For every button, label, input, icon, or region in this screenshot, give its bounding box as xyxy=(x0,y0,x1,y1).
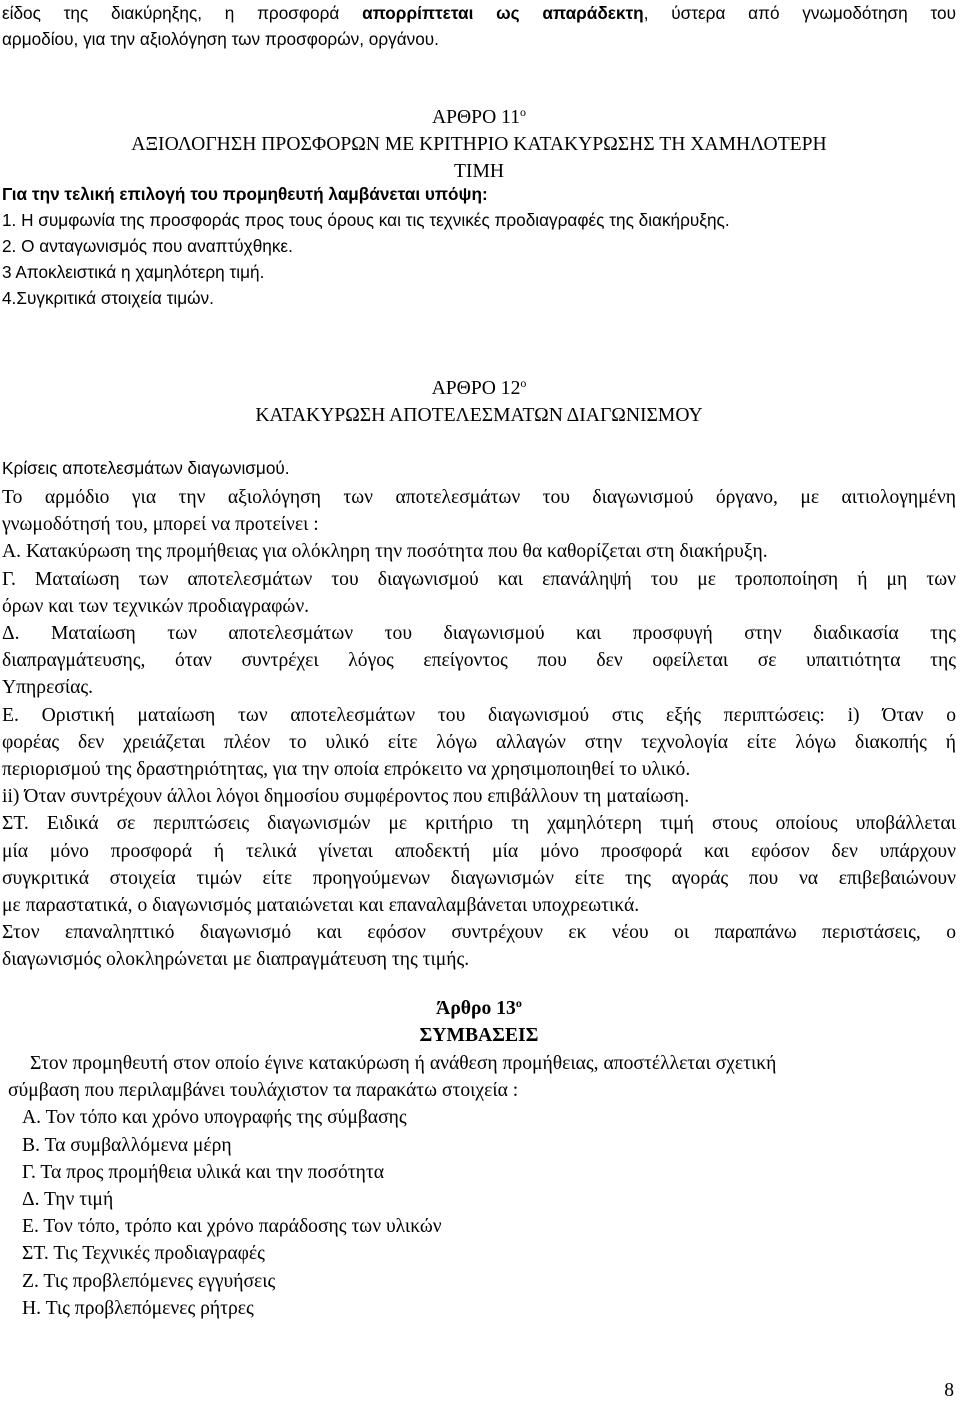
criterion-item: 1. Η συμφωνία της προσφοράς προς τους όρους και τις τεχνικές προδιαγραφές της διακήρυξης. xyxy=(2,210,730,230)
article-13-header xyxy=(2,995,956,1049)
paragraph-line: όρων και των τεχνικών προδιαγραφών. xyxy=(2,595,310,617)
paragraph-line: Στον επαναληπτικό διαγωνισμό και εφόσον συντρέχουν εκ νέου οι παραπάνω περιστάσεις, ο xyxy=(2,922,956,944)
paragraph-line: Στον προμηθευτή στον οποίο έγινε κατακύρωση ή ανάθεση προμήθειας, αποστέλλεται σχετική xyxy=(30,1053,777,1074)
article-11-title-line-2: ΤΙΜΗ xyxy=(453,161,505,183)
article-12-subtitle-block xyxy=(2,455,956,481)
paragraph-line: ΣΤ. Ειδικά σε περιπτώσεις διαγωνισμών με κριτήριο τη χαμηλότερη τιμή στους οποίους υποβάλλεται xyxy=(2,813,956,835)
article-11-heading: ΑΡΘΡΟ $11^o$ xyxy=(431,105,526,128)
contract-item: Ζ. Τις προβλεπόμενες εγγυήσεις xyxy=(22,1270,276,1292)
article-12-body xyxy=(2,484,956,974)
paragraph-line: φορέας δεν χρειάζεται πλέον το υλικό είτε λόγω αλλαγών στην τεχνολογία είτε λόγω διακοπής ή xyxy=(2,731,956,753)
article-11-intro: Για την τελική επιλογή του προμηθευτή λαμβάνεται υπόψη: xyxy=(2,184,488,204)
page-number: 8 xyxy=(944,1380,954,1401)
contract-item: Δ. Την τιμή xyxy=(22,1189,114,1211)
intro-line-2: αρμοδίου, για την αξιολόγηση των προσφορών, οργάνου. xyxy=(2,29,439,49)
paragraph-line: σύμβαση που περιλαμβάνει τουλάχιστον τα παρακάτω στοιχεία : xyxy=(8,1080,519,1102)
intro-line-1: είδος της διακύρηξης, η προσφορά απορρίπτεται ως απαράδεκτη, ύστερα από γνωμοδότηση του xyxy=(2,3,956,23)
contract-item: Β. Τα συμβαλλόμενα μέρη xyxy=(22,1134,232,1156)
article-11-header xyxy=(2,104,956,186)
paragraph-line: διαγωνισμός ολοκληρώνεται με διαπραγμάτευση της τιμής. xyxy=(2,949,470,971)
contract-item: Ε. Τον τόπο, τρόπο και χρόνο παράδοσης των υλικών xyxy=(22,1216,442,1238)
paragraph-line: Α. Κατακύρωση της προμήθειας για ολόκληρη την ποσότητα που θα καθορίζεται στη διακήρυξη. xyxy=(2,541,768,563)
criterion-item: 3 Αποκλειστικά η χαμηλότερη τιμή. xyxy=(2,262,265,282)
paragraph-line: Υπηρεσίας. xyxy=(2,677,94,699)
article-12-heading: ΑΡΘΡΟ $12^o$ xyxy=(431,376,527,399)
criterion-item: 4.Συγκριτικά στοιχεία τιμών. xyxy=(2,288,214,308)
paragraph-line: περιορισμού της δραστηριότητας, για την οποία επρόκειτο να χρησιμοποιηθεί το υλικό. xyxy=(2,759,691,781)
paragraph-line: ii) Όταν συντρέχουν άλλοι λόγοι δημοσίου συμφέροντος που επιβάλλουν τη ματαίωση. xyxy=(2,786,690,808)
paragraph-line: Δ. Ματαίωση των αποτελεσμάτων του διαγωνισμού και προσφυγή στην διαδικασία της xyxy=(2,623,956,645)
paragraph-line: Γ. Ματαίωση των αποτελεσμάτων του διαγωνισμού και επανάληψή του με τροποποίηση ή μη των xyxy=(2,568,956,590)
article-13-heading: Άρθρο $13^o$ xyxy=(436,996,522,1019)
contract-item: Η. Τις προβλεπόμενες ρήτρες xyxy=(22,1297,254,1319)
paragraph-line: Το αρμόδιο για την αξιολόγηση των αποτελεσμάτων του διαγωνισμού όργανο, με αιτιολογημένη xyxy=(2,487,956,508)
criterion-item: 2. Ο ανταγωνισμός που αναπτύχθηκε. xyxy=(2,236,293,256)
intro-paragraph xyxy=(2,0,956,52)
paragraph-line: γνωμοδότησή του, μπορεί να προτείνει : xyxy=(2,514,319,536)
article-13-body xyxy=(8,1050,956,1322)
contract-item: Γ. Τα προς προμήθεια υλικά και την ποσότητα xyxy=(22,1161,385,1183)
rejection-bold-text: απορρίπτεται ως απαράδεκτη xyxy=(362,3,644,23)
article-12-header xyxy=(2,375,956,429)
article-12-subtitle: Κρίσεις αποτελεσμάτων διαγωνισμού. xyxy=(2,458,290,478)
article-13-title: ΣΥΜΒΑΣΕΙΣ xyxy=(419,1025,539,1047)
article-12-title: ΚΑΤΑΚΥΡΩΣΗ ΑΠΟΤΕΛΕΣΜΑΤΩΝ ΔΙΑΓΩΝΙΣΜΟΥ xyxy=(255,405,703,427)
paragraph-line: μία μόνο προσφορά ή τελικά γίνεται αποδεκτή μία μόνο προσφορά και εφόσον δεν υπάρχουν xyxy=(2,840,956,862)
article-11-body xyxy=(2,181,956,311)
paragraph-line: διαπραγμάτευσης, όταν συντρέχει λόγος επείγοντος που δεν οφείλεται σε υπαιτιότητα της xyxy=(2,650,956,672)
contract-item: ΣΤ. Τις Τεχνικές προδιαγραφές xyxy=(22,1243,265,1265)
paragraph-line: Ε. Οριστική ματαίωση των αποτελεσμάτων του διαγωνισμού στις εξής περιπτώσεις: i) Όταν ο xyxy=(2,704,956,726)
contract-item: Α. Τον τόπο και χρόνο υπογραφής της σύμβασης xyxy=(22,1107,407,1129)
article-11-title-line-1: ΑΞΙΟΛΟΓΗΣΗ ΠΡΟΣΦΟΡΩΝ ΜΕ ΚΡΙΤΗΡΙΟ ΚΑΤΑΚΥΡΩΣΗΣ ΤΗ ΧΑΜΗΛΟΤΕΡΗ xyxy=(131,134,827,156)
paragraph-line: συγκριτικά στοιχεία τιμών είτε προηγούμενων διαγωνισμών είτε της αγοράς που να επιβεβαιώνουν xyxy=(2,867,956,889)
paragraph-line: με παραστατικά, ο διαγωνισμός ματαιώνεται και επαναλαμβάνεται υποχρεωτικά. xyxy=(2,895,640,917)
